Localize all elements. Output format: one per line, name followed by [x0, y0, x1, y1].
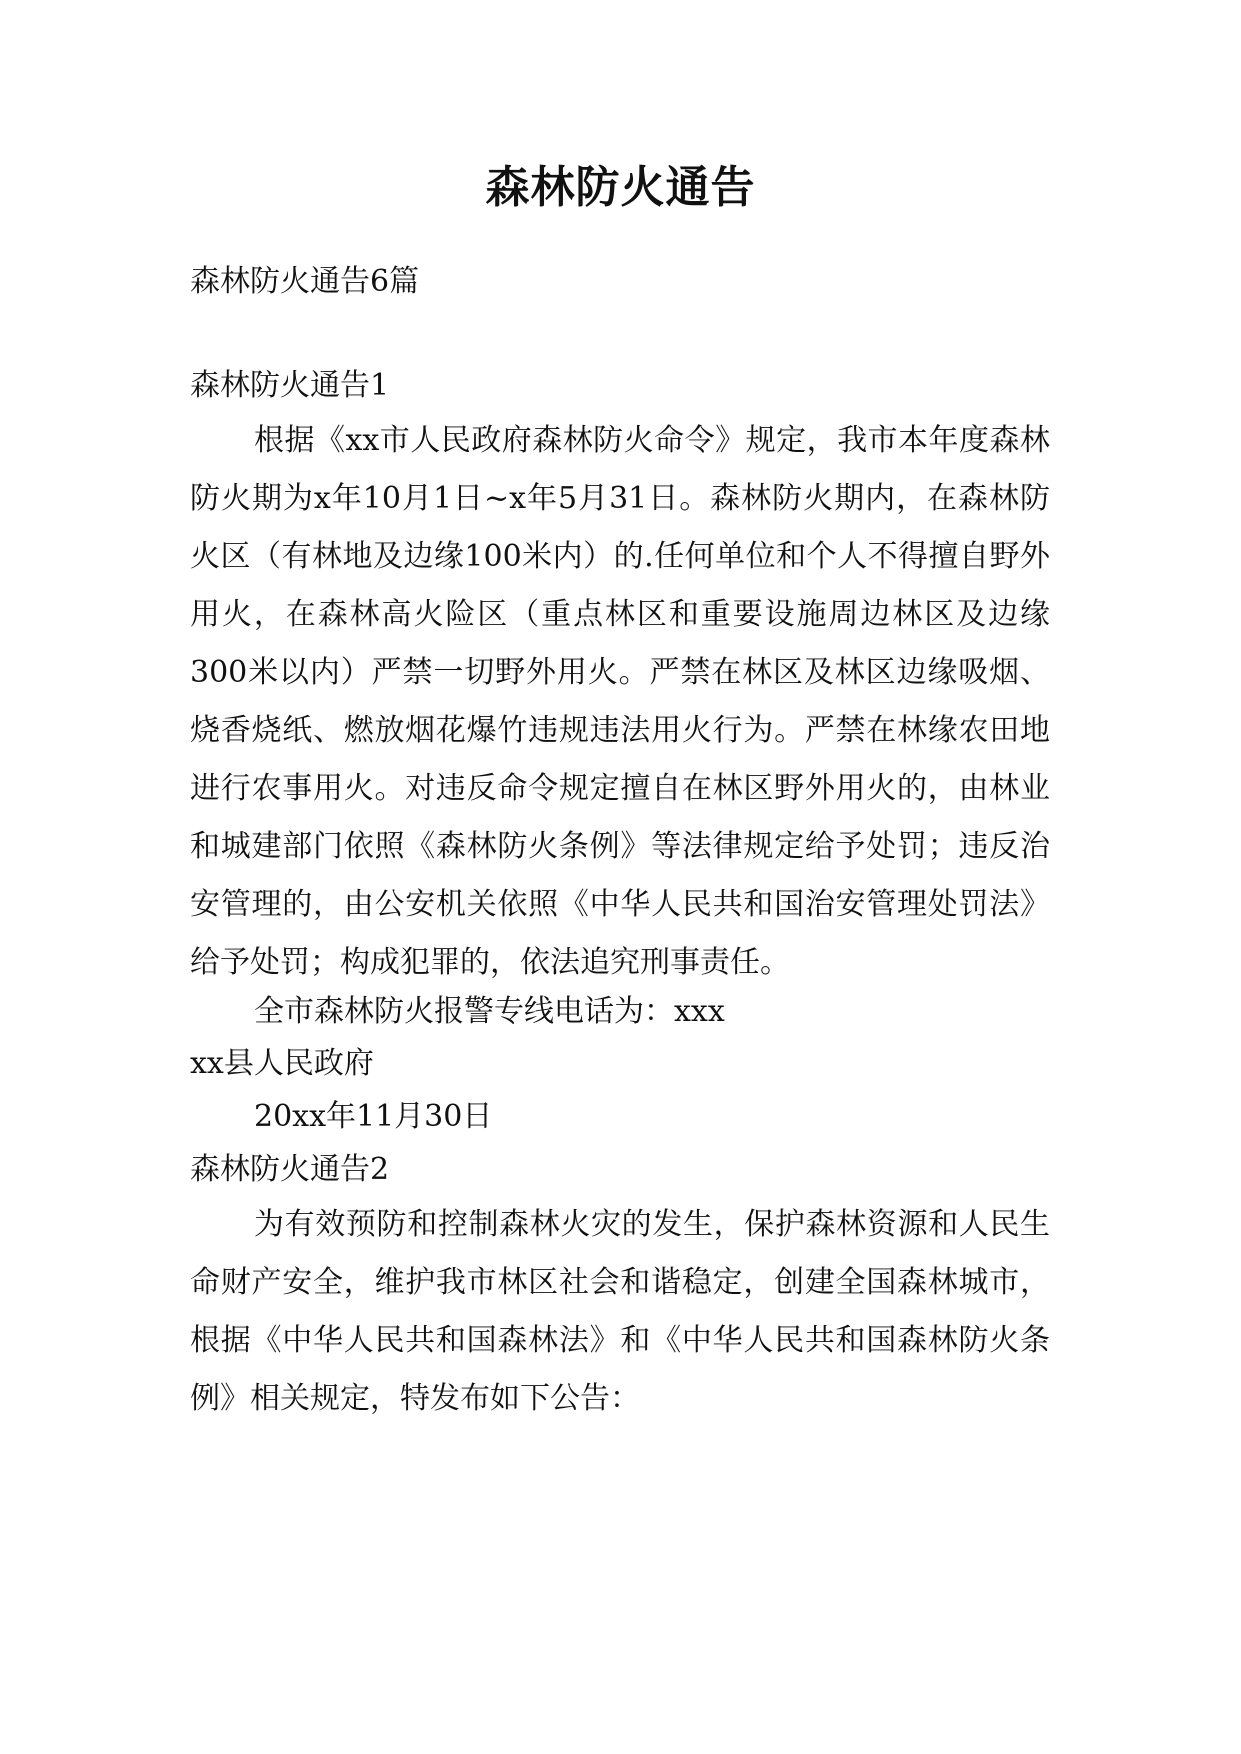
notice-2-heading: 森林防火通告2: [190, 1152, 390, 1187]
notice-1-date: 20xx年11月30日: [254, 1099, 493, 1134]
notice-1-hotline: 全市森林防火报警专线电话为：xxx: [254, 994, 725, 1029]
notice-1-issuer: xx县人民政府: [190, 1046, 374, 1081]
notice-2-body: 为有效预防和控制森林火灾的发生，保护森林资源和人民生命财产安全，维护我市林区社会和谐稳定，创建全国森林城市，根据《中华人民共和国森林法》和《中华人民共和国森林防火条例》相关规定，特发布如下公告：: [190, 1207, 1050, 1416]
notice-1-heading: 森林防火通告1: [190, 368, 390, 403]
document-subtitle: 森林防火通告6篇: [190, 264, 420, 299]
notice-1-body: 根据《xx市人民政府森林防火命令》规定，我市本年度森林防火期为x年10月1日~x年5月31日。森林防火期内，在森林防火区（有林地及边缘100米内）的.任何单位和个人不得擅自野外用火，在森林高火险区（重点林区和重要设施周边林区及边缘300米以内）严禁一切野外用火。严禁在林区及林区边缘吸烟、烧香烧纸、燃放烟花爆竹违规违法用火行为。严禁在林缘农田地进行农事用火。对违反命令规定擅自在林区野外用火的，由林业和城建部门依照《森林防火条例》等法律规定给予处罚；违反治安管理的，由公安机关依照《中华人民共和国治安管理处罚法》给予处罚；构成犯罪的，依法追究刑事责任。: [190, 423, 1050, 980]
document-title: 森林防火通告: [485, 162, 756, 213]
